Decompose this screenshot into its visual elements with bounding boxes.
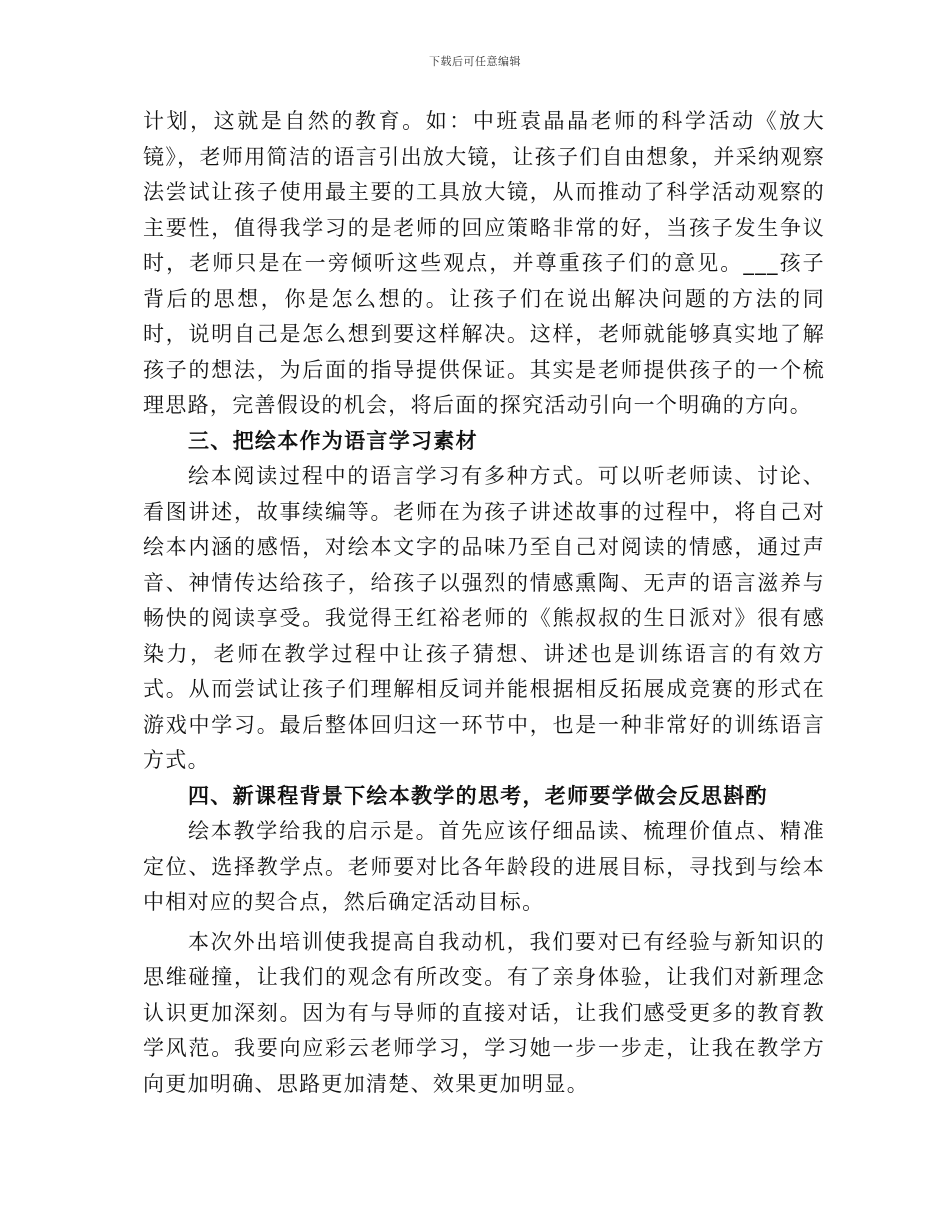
document-body bbox=[143, 104, 825, 1102]
section-heading-3: 三、把绘本作为语言学习素材 bbox=[188, 428, 478, 453]
paragraph-picture-book-language: 绘本阅读过程中的语言学习有多种方式。可以听老师读、讨论、看图讲述，故事续编等。老师在为孩子讲述故事的过程中，将自己对绘本内涵的感悟，对绘本文字的品味乃至自己对阅读的情感，通过声音、神情传达给孩子，给孩子以强烈的情感熏陶、无声的语言滋养与畅快的阅读享受。我觉得王红裕老师的《熊叔叔的生日派对》很有感染力，老师在教学过程中让孩子猜想、讲述也是训练语言的有效方式。从而尝试让孩子们理解相反词并能根据相反拓展成竞赛的形式在游戏中学习。最后整体回归这一环节中，也是一种非常好的训练语言方式。 bbox=[143, 464, 825, 772]
paragraph-teaching-insight: 绘本教学给我的启示是。首先应该仔细品读、梳理价值点、精准定位、选择教学点。老师要对比各年龄段的进展目标，寻找到与绘本中相对应的契合点，然后确定活动目标。 bbox=[143, 819, 825, 914]
page-header: 下载后可任意编辑 bbox=[429, 55, 521, 68]
paragraph-continued: 计划，这就是自然的教育。如：中班袁晶晶老师的科学活动《放大镜》，老师用简洁的语言引出放大镜，让孩子们自由想象，并采纳观察法尝试让孩子使用最主要的工具放大镜，从而推动了科学活动观察的主要性，值得我学习的是老师的回应策略非常的好，当孩子发生争议时，老师只是在一旁倾听这些观点，并尊重孩子们的意见。___孩子背后的思想，你是怎么想的。让孩子们在说出解决问题的方法的同时，说明自己是怎么想到要这样解决。这样，老师就能够真实地了解孩子的想法，为后面的指导提供保证。其实是老师提供孩子的一个梳理思路，完善假设的机会，将后面的探究活动引向一个明确的方向。 bbox=[143, 109, 825, 417]
paragraph-training-reflection: 本次外出培训使我提高自我动机，我们要对已有经验与新知识的思维碰撞，让我们的观念有所改变。有了亲身体验，让我们对新理念认识更加深刻。因为有与导师的直接对话，让我们感受更多的教育教学风范。我要向应彩云老师学习，学习她一步一步走，让我在教学方向更加明确、思路更加清楚、效果更加明显。 bbox=[143, 929, 825, 1096]
section-heading-4: 四、新课程背景下绘本教学的思考，老师要学做会反思斟酌 bbox=[188, 783, 768, 808]
